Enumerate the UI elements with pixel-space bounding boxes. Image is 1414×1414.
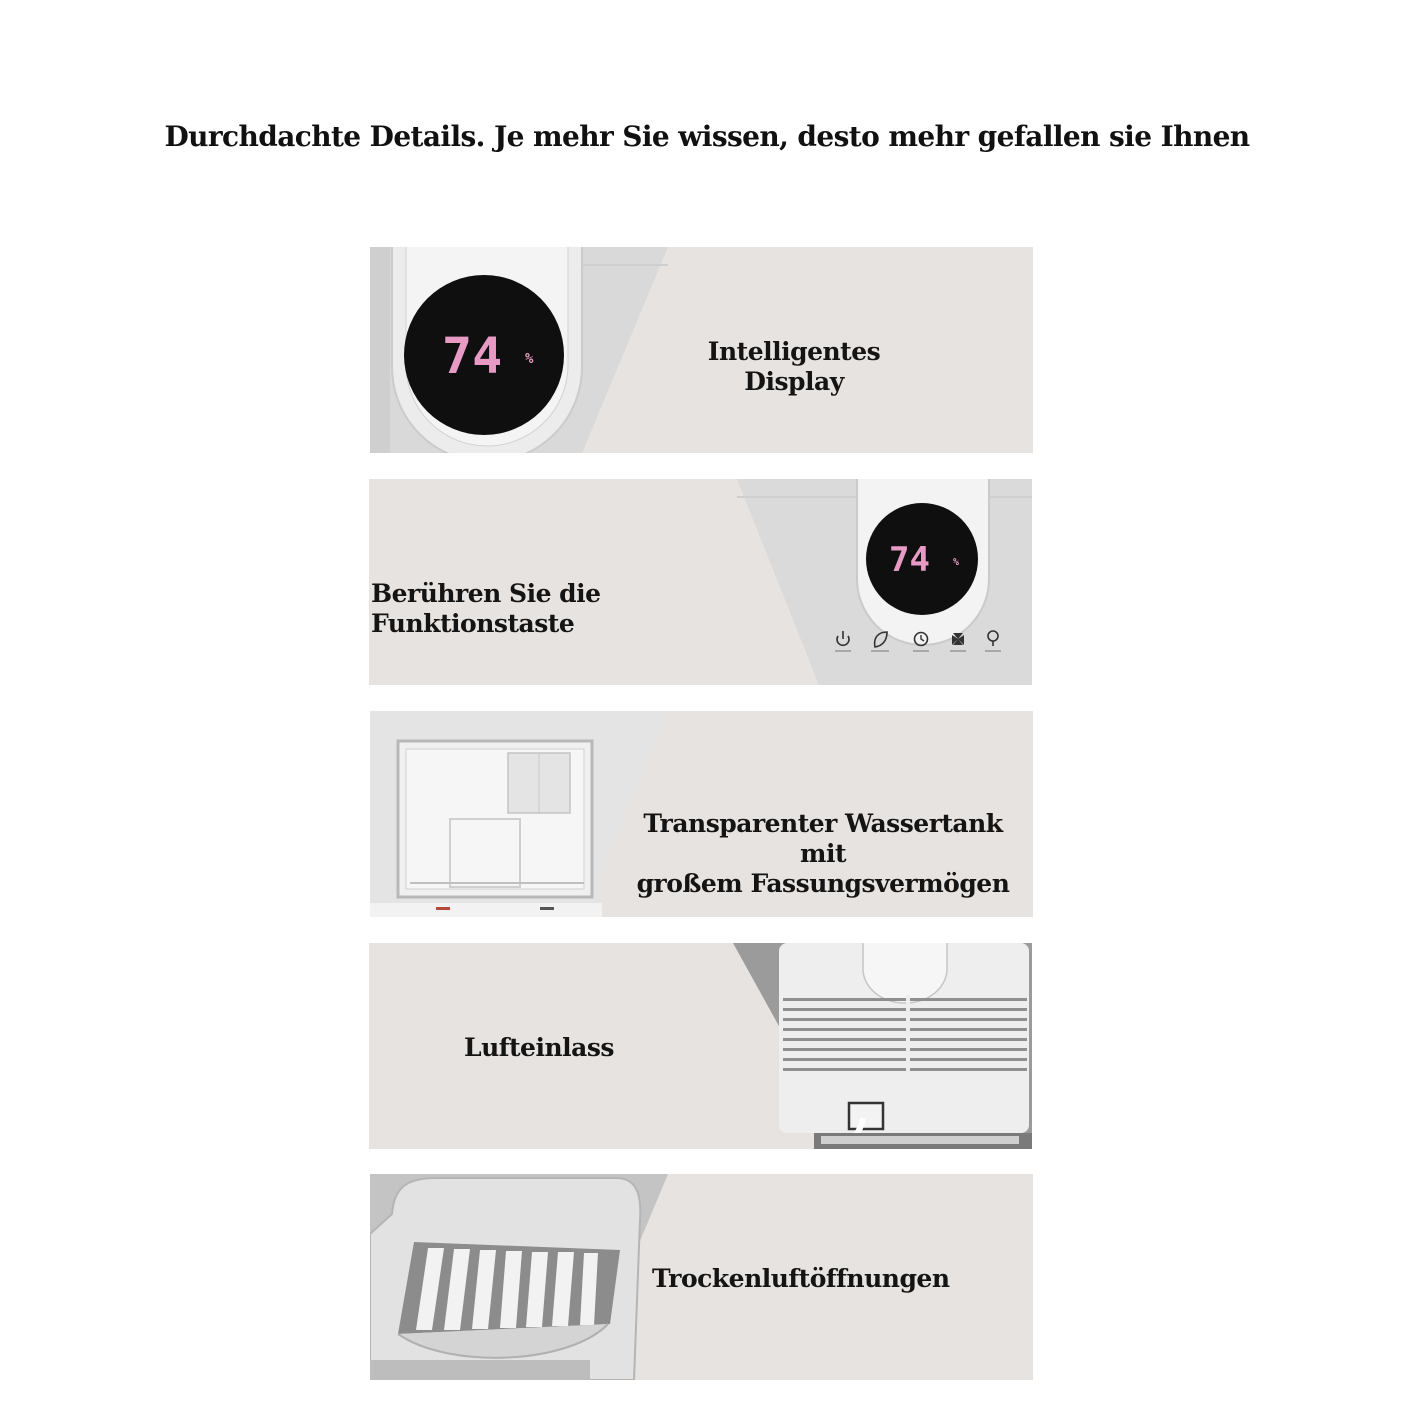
caption-tank-line-1: Transparenter Wassertank mit — [643, 809, 1003, 868]
caption-inlet: Lufteinlass — [464, 1033, 614, 1062]
lcd-unit: % — [525, 351, 534, 367]
page-heading: Durchdachte Details. Je mehr Sie wissen, desto mehr gefallen sie Ihnen — [164, 120, 1250, 153]
caption-buttons: Berühren Sie die Funktionstaste — [371, 579, 601, 638]
feature-panel-buttons — [369, 479, 1032, 685]
caption-display: Intelligentes Display — [707, 337, 881, 396]
caption-outlet: Trockenluftöffnungen — [652, 1264, 950, 1293]
caption-tank-line-2: großem Fassungsvermögen — [636, 869, 1010, 898]
lcd-value-small: 74 — [889, 540, 930, 580]
lcd-value: 74 — [442, 327, 503, 385]
lcd-unit-small: % — [953, 557, 960, 568]
caption-tank — [628, 809, 1018, 899]
feature-panel-display — [370, 247, 1033, 453]
feature-panel-inlet — [369, 943, 1032, 1149]
feature-panel-outlet — [370, 1174, 1033, 1380]
feature-panel-tank — [370, 711, 1033, 917]
